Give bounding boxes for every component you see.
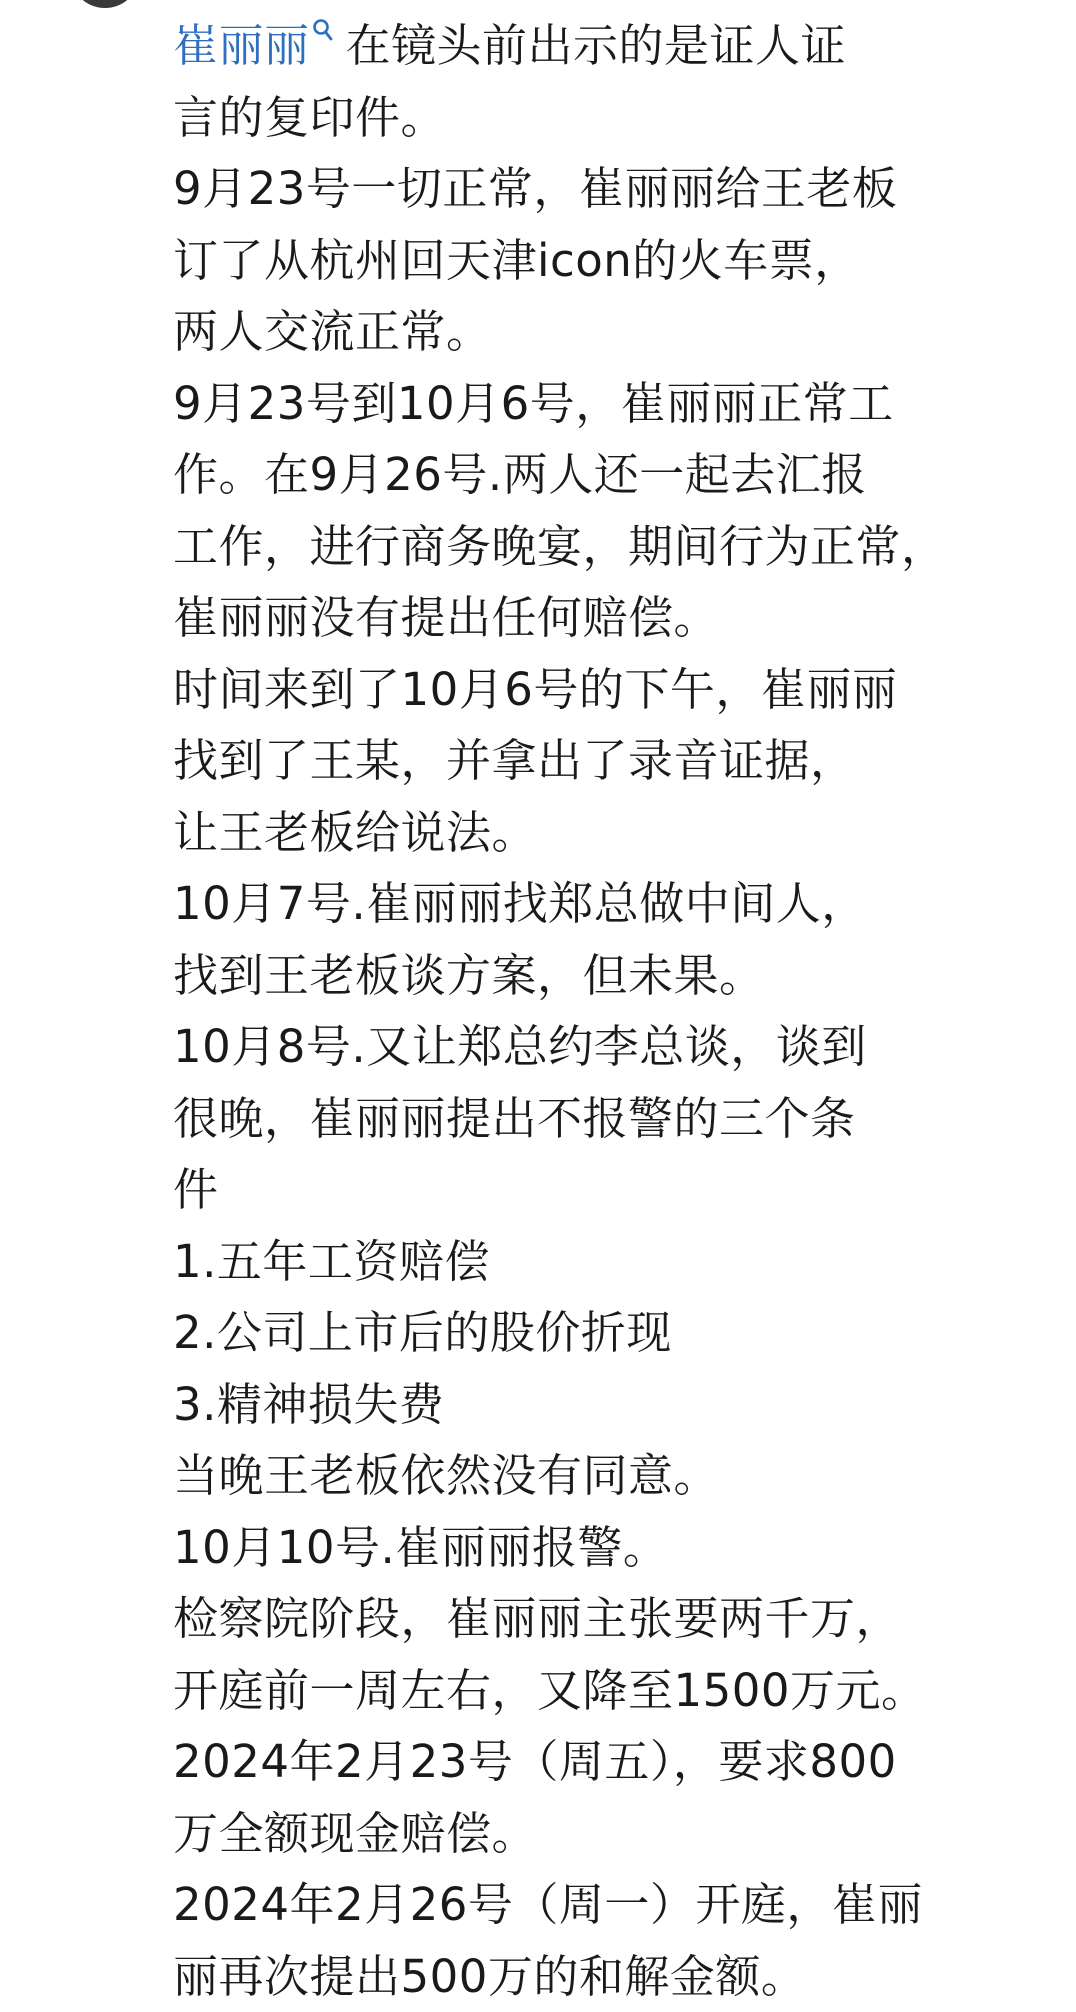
post-line: 时间来到了10月6号的下午，崔丽丽 [173, 654, 1063, 726]
post-line: 10月7号.崔丽丽找郑总做中间人， [173, 868, 1063, 940]
post-line: 1.五年工资赔偿 [173, 1226, 1063, 1298]
post-line: 10月10号.崔丽丽报警。 [173, 1512, 1063, 1584]
post-line: 订了从杭州回天津icon的火车票， [173, 225, 1063, 297]
post-line: 开庭前一周左右，又降至1500万元。 [173, 1655, 1063, 1727]
post-line: 崔丽丽没有提出任何赔偿。 [173, 582, 1063, 654]
post-line: 作。在9月26号.两人还一起去汇报 [173, 439, 1063, 511]
post-line: 检察院阶段，崔丽丽主张要两千万， [173, 1583, 1063, 1655]
post-line: 两人交流正常。 [173, 296, 1063, 368]
mention-link[interactable]: 崔丽丽 [173, 19, 310, 72]
post-line: 9月23号一切正常，崔丽丽给王老板 [173, 153, 1063, 225]
post-line: 2.公司上市后的股价折现 [173, 1297, 1063, 1369]
post-line: 工作，进行商务晚宴，期间行为正常， [173, 511, 1063, 583]
search-icon[interactable] [312, 18, 334, 44]
post-line: 言的复印件。 [173, 82, 1063, 154]
post-line: 3.精神损失费 [173, 1369, 1063, 1441]
avatar[interactable] [70, 0, 140, 8]
post-line: 9月23号到10月6号，崔丽丽正常工 [173, 368, 1063, 440]
post-line: 万全额现金赔偿。 [173, 1798, 1063, 1870]
post-line-text: 在镜头前出示的是证人证 [346, 19, 847, 72]
post-line-first [173, 10, 1063, 82]
post-line: 找到王老板谈方案，但未果。 [173, 940, 1063, 1012]
post-line: 让王老板给说法。 [173, 797, 1063, 869]
post-line: 2024年2月26号（周一）开庭，崔丽 [173, 1869, 1063, 1941]
post-line: 2024年2月23号（周五），要求800 [173, 1726, 1063, 1798]
post-line: 找到了王某，并拿出了录音证据， [173, 725, 1063, 797]
post-line: 很晚，崔丽丽提出不报警的三个条 [173, 1083, 1063, 1155]
post-line: 件 [173, 1154, 1063, 1226]
post-line: 10月8号.又让郑总约李总谈，谈到 [173, 1011, 1063, 1083]
post-line: 当晚王老板依然没有同意。 [173, 1440, 1063, 1512]
post-line: 丽再次提出500万的和解金额。 [173, 1941, 1063, 2012]
post-text [173, 10, 1063, 2012]
